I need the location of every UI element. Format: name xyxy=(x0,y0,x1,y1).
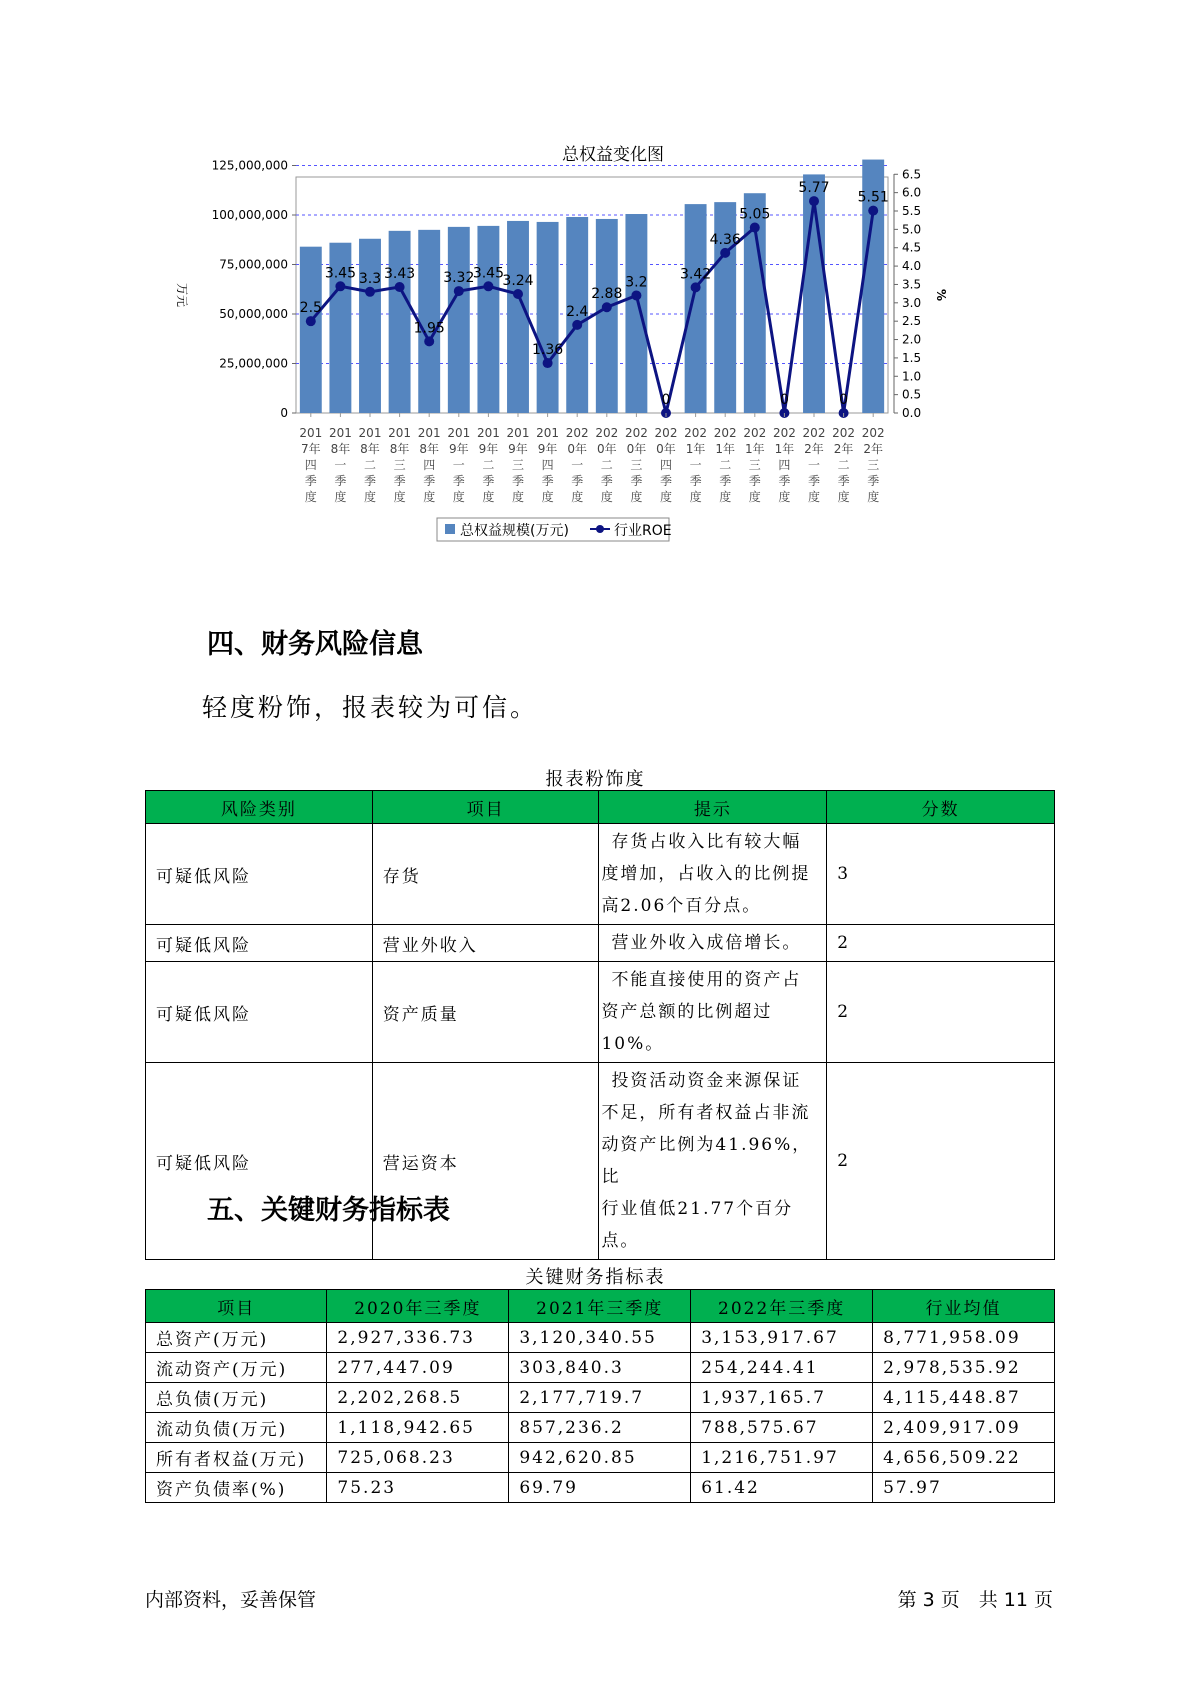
x-tick-label: 1年 xyxy=(744,442,765,456)
left-tick-label: 100,000,000 xyxy=(211,208,288,222)
kpi-header-2021q3: 2021年三季度 xyxy=(509,1290,691,1323)
equity-bar xyxy=(359,239,381,413)
roe-data-label: 1.95 xyxy=(413,320,445,337)
x-tick-label: 季 xyxy=(511,474,525,488)
risk-tip-cell xyxy=(599,925,827,962)
table-row xyxy=(146,962,1055,1063)
right-tick-label: 4.0 xyxy=(902,259,922,274)
kpi-table xyxy=(145,1289,1055,1503)
right-tick-label: 1.0 xyxy=(902,369,922,384)
x-tick-label: 四 xyxy=(541,458,554,472)
x-tick-label: 度 xyxy=(807,490,821,504)
x-tick-label: 季 xyxy=(334,474,347,488)
x-tick-label: 201 xyxy=(358,426,382,440)
kpi-table-header xyxy=(146,1290,1055,1323)
right-tick-label: 2.5 xyxy=(902,314,922,329)
equity-bar xyxy=(389,231,411,413)
risk-table-header xyxy=(146,791,1055,824)
x-tick-label: 二 xyxy=(363,458,377,472)
kpi-value-cell: 277,447.09 xyxy=(327,1353,509,1383)
left-tick-label: 75,000,000 xyxy=(219,257,288,272)
x-tick-label: 202 xyxy=(772,426,796,440)
kpi-item-cell: 总资产(万元) xyxy=(146,1323,327,1353)
right-tick-label: 3.0 xyxy=(902,295,922,310)
x-tick-label: 季 xyxy=(423,474,436,488)
kpi-value-cell: 942,620.85 xyxy=(509,1443,691,1473)
x-tick-label: 四 xyxy=(304,458,317,472)
x-tick-label: 度 xyxy=(600,490,613,504)
x-tick-label: 度 xyxy=(452,490,465,504)
table-row xyxy=(146,1413,1055,1443)
roe-data-label: 3.2 xyxy=(625,274,648,291)
equity-bar xyxy=(596,219,618,413)
x-tick-label: 三 xyxy=(630,458,643,472)
kpi-item-cell: 总负债(万元) xyxy=(146,1383,327,1413)
kpi-value-cell: 57.97 xyxy=(873,1473,1055,1503)
roe-point xyxy=(395,282,405,292)
x-tick-label: 0年 xyxy=(626,442,647,456)
x-tick-label: 度 xyxy=(363,490,377,504)
kpi-item-cell: 流动资产(万元) xyxy=(146,1353,327,1383)
right-tick-label: 0.5 xyxy=(902,387,922,402)
x-tick-label: 201 xyxy=(506,426,530,440)
right-tick-label: 5.0 xyxy=(902,222,922,237)
x-tick-label: 202 xyxy=(802,426,826,440)
table-row xyxy=(146,1353,1055,1383)
roe-data-label: 0 xyxy=(839,392,849,408)
footer-page-number: 第 3 页 共 11 页 xyxy=(897,1589,1053,1611)
x-tick-label: 202 xyxy=(713,426,737,440)
risk-tip-line: 行业值低21.77个百分点。 xyxy=(601,1199,794,1251)
x-tick-label: 7年 xyxy=(300,442,321,456)
x-tick-label: 201 xyxy=(328,426,352,440)
roe-data-label: 2.88 xyxy=(591,286,623,303)
risk-tip-cell xyxy=(599,824,827,925)
risk-category-cell: 可疑低风险 xyxy=(146,925,373,962)
kpi-value-cell: 788,575.67 xyxy=(691,1413,873,1443)
roe-data-label: 3.45 xyxy=(324,265,356,282)
x-tick-label: 二 xyxy=(837,458,850,472)
x-tick-label: 季 xyxy=(837,474,850,488)
x-tick-label: 季 xyxy=(748,474,761,488)
risk-tip-line: 资产总额的比例超过10%。 xyxy=(601,1002,773,1054)
roe-point xyxy=(483,281,493,291)
kpi-value-cell: 1,118,942.65 xyxy=(327,1413,509,1443)
x-tick-label: 四 xyxy=(423,458,436,472)
chart-title: 总权益变化图 xyxy=(562,145,664,165)
risk-tip-line: 度增加，占收入的比例提 xyxy=(601,864,811,884)
kpi-item-cell: 所有者权益(万元) xyxy=(146,1443,327,1473)
equity-bar xyxy=(685,204,707,413)
roe-data-label: 5.77 xyxy=(798,180,830,197)
roe-data-label: 3.24 xyxy=(502,273,534,290)
x-tick-label: 201 xyxy=(417,426,441,440)
equity-bar xyxy=(300,247,322,413)
roe-data-label: 4.36 xyxy=(709,231,741,248)
equity-bar xyxy=(448,227,470,413)
x-tick-label: 季 xyxy=(630,474,643,488)
kpi-value-cell: 61.42 xyxy=(691,1473,873,1503)
x-tick-label: 2年 xyxy=(863,442,884,456)
x-tick-label: 一 xyxy=(571,458,584,472)
x-tick-label: 201 xyxy=(299,426,323,440)
roe-point xyxy=(720,248,730,258)
equity-bar xyxy=(537,222,559,413)
x-tick-label: 季 xyxy=(689,474,702,488)
kpi-header-2020q3: 2020年三季度 xyxy=(327,1290,509,1323)
x-tick-label: 季 xyxy=(778,474,791,488)
roe-data-label: 0 xyxy=(661,392,671,408)
right-tick-label: 0.0 xyxy=(902,406,922,420)
roe-point xyxy=(543,358,553,368)
kpi-value-cell: 4,656,509.22 xyxy=(873,1443,1055,1473)
footer-confidential-note: 内部资料，妥善保管 xyxy=(145,1589,317,1611)
x-tick-label: 201 xyxy=(388,426,412,440)
x-tick-label: 季 xyxy=(393,474,406,488)
risk-tip-cell xyxy=(599,1063,827,1260)
chart-legend xyxy=(437,518,672,541)
table-row xyxy=(146,824,1055,925)
roe-data-label: 3.45 xyxy=(472,265,504,282)
kpi-value-cell: 2,202,268.5 xyxy=(327,1383,509,1413)
roe-point xyxy=(750,223,760,233)
left-axis-label: 万元 xyxy=(175,282,189,308)
x-tick-label: 度 xyxy=(659,490,673,504)
x-tick-label: 度 xyxy=(511,490,525,504)
table-row xyxy=(146,925,1055,962)
right-axis-label: % xyxy=(934,288,948,302)
x-tick-label: 201 xyxy=(476,426,500,440)
kpi-header-industry-avg: 行业均值 xyxy=(873,1290,1055,1323)
risk-tip-line: 不足，所有者权益占非流 xyxy=(601,1103,811,1123)
kpi-value-cell: 1,937,165.7 xyxy=(691,1383,873,1413)
risk-score-cell: 2 xyxy=(827,925,1055,962)
table-row xyxy=(146,1063,1055,1260)
x-tick-label: 202 xyxy=(743,426,767,440)
equity-bar xyxy=(625,214,647,413)
roe-data-label: 2.4 xyxy=(566,303,589,320)
roe-point xyxy=(513,289,523,299)
kpi-item-cell: 资产负债率(%) xyxy=(146,1473,327,1503)
kpi-value-cell: 1,216,751.97 xyxy=(691,1443,873,1473)
x-tick-label: 202 xyxy=(595,426,619,440)
kpi-value-cell: 8,771,958.09 xyxy=(873,1323,1055,1353)
x-tick-label: 0年 xyxy=(567,442,588,456)
roe-data-label: 3.3 xyxy=(358,270,382,287)
x-tick-label: 202 xyxy=(861,426,885,440)
x-tick-label: 9年 xyxy=(508,442,528,456)
right-tick-label: 1.5 xyxy=(902,350,922,365)
x-tick-label: 度 xyxy=(778,490,791,504)
roe-point xyxy=(572,320,582,330)
risk-category-cell: 可疑低风险 xyxy=(146,1063,373,1260)
equity-bar xyxy=(507,221,529,413)
roe-point xyxy=(691,282,701,292)
x-tick-label: 2年 xyxy=(804,442,824,456)
x-tick-label: 季 xyxy=(363,474,377,488)
table-row xyxy=(146,1323,1055,1353)
x-tick-label: 季 xyxy=(482,474,495,488)
x-tick-label: 202 xyxy=(684,426,708,440)
risk-tip-cell xyxy=(599,962,827,1063)
roe-data-label: 0 xyxy=(779,392,789,408)
right-tick-label: 2.0 xyxy=(902,332,922,347)
roe-data-label: 3.32 xyxy=(443,270,475,287)
legend-line-label: 行业ROE xyxy=(614,523,672,539)
roe-point xyxy=(631,290,641,300)
x-tick-label: 202 xyxy=(654,426,678,440)
x-tick-label: 三 xyxy=(748,458,761,472)
right-tick-label: 6.0 xyxy=(902,185,922,200)
risk-header-score: 分数 xyxy=(827,791,1055,824)
risk-tip-line: 高2.06个百分点。 xyxy=(601,896,762,916)
x-tick-label: 季 xyxy=(452,474,465,488)
x-tick-label: 9年 xyxy=(537,442,558,456)
legend-bar-label: 总权益规模(万元) xyxy=(460,523,569,539)
x-tick-label: 202 xyxy=(832,426,856,440)
risk-tip-line: 动资产比例为41.96%，比 xyxy=(601,1135,812,1187)
x-tick-label: 201 xyxy=(447,426,471,440)
risk-score-cell: 2 xyxy=(827,962,1055,1063)
x-tick-label: 季 xyxy=(304,474,317,488)
x-tick-label: 二 xyxy=(719,458,732,472)
table-row xyxy=(146,1473,1055,1503)
kpi-value-cell: 725,068.23 xyxy=(327,1443,509,1473)
x-tick-label: 0年 xyxy=(596,442,617,456)
risk-tip-line: 投资活动资金来源保证 xyxy=(611,1071,802,1091)
x-tick-label: 度 xyxy=(482,490,495,504)
x-tick-label: 一 xyxy=(334,458,347,472)
x-tick-label: 0年 xyxy=(656,442,676,456)
kpi-header-2022q3: 2022年三季度 xyxy=(691,1290,873,1323)
kpi-item-cell: 流动负债(万元) xyxy=(146,1413,327,1443)
roe-data-label: 2.5 xyxy=(299,300,322,317)
x-tick-label: 二 xyxy=(600,458,613,472)
risk-tip-line: 营业外收入成倍增长。 xyxy=(611,933,802,953)
roe-data-label: 1.36 xyxy=(532,342,564,359)
roe-point xyxy=(602,302,612,312)
kpi-value-cell: 2,409,917.09 xyxy=(873,1413,1055,1443)
kpi-value-cell: 2,177,719.7 xyxy=(509,1383,691,1413)
risk-table-caption: 报表粉饰度 xyxy=(545,769,646,790)
x-tick-label: 度 xyxy=(748,490,761,504)
right-tick-label: 4.5 xyxy=(902,240,922,255)
x-tick-label: 季 xyxy=(571,474,584,488)
risk-score-cell: 3 xyxy=(827,824,1055,925)
roe-point xyxy=(306,316,316,326)
x-tick-label: 度 xyxy=(719,490,732,504)
table-row xyxy=(146,1383,1055,1413)
x-tick-label: 度 xyxy=(393,490,406,504)
x-tick-label: 度 xyxy=(571,490,584,504)
risk-item-cell: 资产质量 xyxy=(372,962,599,1063)
x-tick-label: 一 xyxy=(452,458,465,472)
roe-data-label: 3.43 xyxy=(384,266,416,283)
left-tick-label: 0 xyxy=(280,406,288,420)
x-tick-label: 三 xyxy=(393,458,406,472)
risk-header-category: 风险类别 xyxy=(146,791,373,824)
x-tick-label: 8年 xyxy=(360,442,380,456)
x-tick-label: 1年 xyxy=(774,442,795,456)
equity-change-chart xyxy=(170,140,1040,600)
x-tick-label: 二 xyxy=(482,458,495,472)
x-tick-label: 度 xyxy=(837,490,850,504)
x-tick-label: 1年 xyxy=(685,442,706,456)
x-tick-label: 度 xyxy=(630,490,643,504)
legend-line-marker xyxy=(596,525,604,533)
x-tick-label: 季 xyxy=(719,474,732,488)
kpi-value-cell: 69.79 xyxy=(509,1473,691,1503)
roe-data-label: 5.05 xyxy=(739,206,771,223)
x-tick-label: 一 xyxy=(807,458,821,472)
roe-point xyxy=(809,196,819,206)
x-tick-label: 季 xyxy=(659,474,673,488)
kpi-value-cell: 4,115,448.87 xyxy=(873,1383,1055,1413)
x-tick-label: 季 xyxy=(807,474,821,488)
x-tick-label: 8年 xyxy=(330,442,351,456)
kpi-value-cell: 303,840.3 xyxy=(509,1353,691,1383)
right-tick-label: 6.5 xyxy=(902,167,922,182)
x-tick-label: 202 xyxy=(624,426,648,440)
left-tick-label: 25,000,000 xyxy=(219,356,288,371)
x-tick-label: 三 xyxy=(511,458,525,472)
x-tick-label: 9年 xyxy=(478,442,499,456)
x-tick-label: 度 xyxy=(689,490,702,504)
risk-section-heading: 四、财务风险信息 xyxy=(207,629,423,660)
roe-point xyxy=(424,336,434,346)
x-tick-label: 一 xyxy=(689,458,702,472)
roe-data-label: 3.42 xyxy=(680,266,712,283)
risk-category-cell: 可疑低风险 xyxy=(146,962,373,1063)
roe-point xyxy=(868,206,878,216)
right-tick-label: 5.5 xyxy=(902,204,922,218)
kpi-value-cell: 75.23 xyxy=(327,1473,509,1503)
x-tick-label: 201 xyxy=(536,426,560,440)
x-tick-label: 四 xyxy=(778,458,791,472)
risk-item-cell: 营业外收入 xyxy=(372,925,599,962)
x-tick-label: 度 xyxy=(423,490,436,504)
x-tick-label: 度 xyxy=(304,490,317,504)
x-tick-label: 三 xyxy=(867,458,880,472)
x-tick-label: 度 xyxy=(867,490,880,504)
x-tick-label: 202 xyxy=(565,426,589,440)
kpi-value-cell: 3,120,340.55 xyxy=(509,1323,691,1353)
kpi-value-cell: 2,927,336.73 xyxy=(327,1323,509,1353)
risk-item-cell: 存货 xyxy=(372,824,599,925)
kpi-value-cell: 2,978,535.92 xyxy=(873,1353,1055,1383)
risk-header-item: 项目 xyxy=(372,791,599,824)
x-tick-label: 季 xyxy=(541,474,554,488)
legend-bar-swatch xyxy=(445,524,455,534)
x-tick-label: 1年 xyxy=(715,442,736,456)
kpi-value-cell: 3,153,917.67 xyxy=(691,1323,873,1353)
kpi-value-cell: 254,244.41 xyxy=(691,1353,873,1383)
x-tick-label: 2年 xyxy=(833,442,854,456)
x-tick-label: 8年 xyxy=(389,442,410,456)
kpi-table-caption: 关键财务指标表 xyxy=(525,1267,666,1288)
risk-tip-line: 不能直接使用的资产占 xyxy=(611,970,802,990)
x-tick-label: 度 xyxy=(541,490,554,504)
roe-point xyxy=(335,281,345,291)
x-tick-label: 四 xyxy=(659,458,673,472)
risk-summary-text: 轻度粉饰，报表较为可信。 xyxy=(202,693,539,722)
equity-bar xyxy=(477,226,499,413)
right-tick-label: 3.5 xyxy=(902,277,922,292)
roe-point xyxy=(365,287,375,297)
table-row xyxy=(146,1443,1055,1473)
risk-score-cell: 2 xyxy=(827,1063,1055,1260)
x-tick-label: 度 xyxy=(334,490,347,504)
risk-tip-line: 存货占收入比有较大幅 xyxy=(611,832,802,852)
x-tick-label: 季 xyxy=(867,474,880,488)
x-tick-label: 9年 xyxy=(448,442,469,456)
roe-point xyxy=(454,286,464,296)
kpi-value-cell: 857,236.2 xyxy=(509,1413,691,1443)
kpi-header-item: 项目 xyxy=(146,1290,327,1323)
risk-category-cell: 可疑低风险 xyxy=(146,824,373,925)
x-tick-label: 季 xyxy=(600,474,613,488)
risk-header-tip: 提示 xyxy=(599,791,827,824)
kpi-section-heading: 五、关键财务指标表 xyxy=(207,1195,450,1226)
x-tick-label: 8年 xyxy=(419,442,440,456)
left-tick-label: 125,000,000 xyxy=(211,158,288,173)
left-tick-label: 50,000,000 xyxy=(219,307,288,321)
risk-item-cell: 营运资本 xyxy=(372,1063,599,1260)
roe-data-label: 5.51 xyxy=(857,189,889,206)
